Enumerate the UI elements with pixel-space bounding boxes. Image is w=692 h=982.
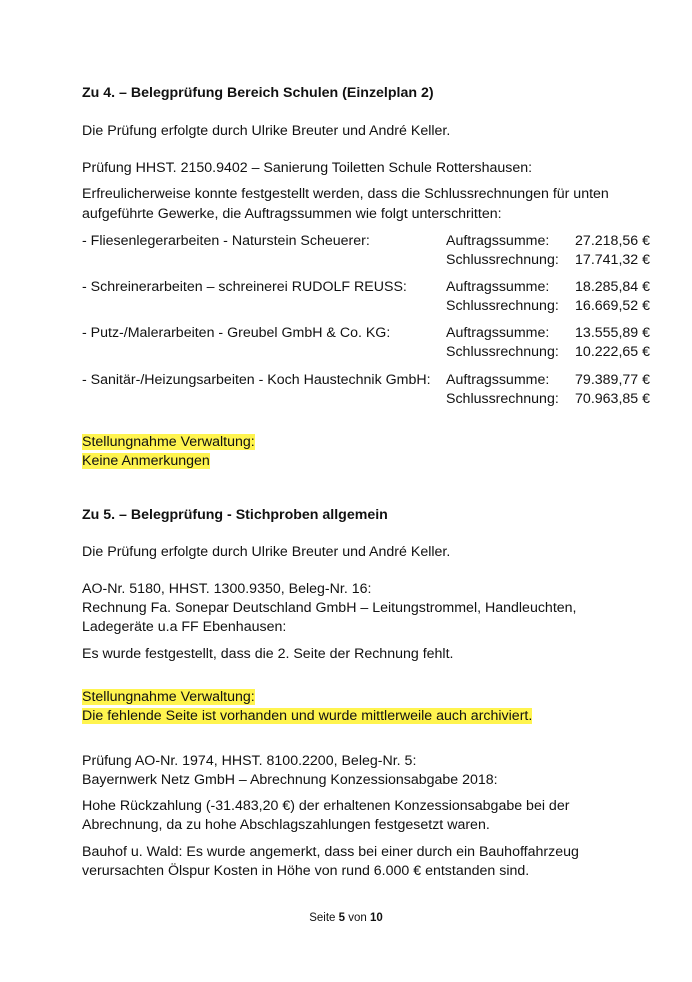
section4-intro-line1: Erfreulicherweise konnte festgestellt werden, dass die Schlussrechnungen für unten bbox=[82, 186, 609, 202]
trade-final-value: 16.669,52 € bbox=[575, 298, 650, 314]
section4-statement-title: Stellungnahme Verwaltung: bbox=[82, 434, 255, 450]
section5-heading: Zu 5. – Belegprüfung - Stichproben allgemein bbox=[82, 507, 388, 523]
trade-order-label: Auftragssumme: bbox=[446, 233, 550, 249]
section5-statement-text: Die fehlende Seite ist vorhanden und wurde mittlerweile auch archiviert. bbox=[82, 708, 533, 724]
trade-order-label: Auftragssumme: bbox=[446, 325, 550, 341]
section5-statement-title: Stellungnahme Verwaltung: bbox=[82, 689, 255, 705]
section4-item: Prüfung HHST. 2150.9402 – Sanierung Toiletten Schule Rottershausen: bbox=[82, 160, 533, 176]
trade-name: - Schreinerarbeiten – schreinerei RUDOLF REUSS: bbox=[82, 279, 407, 295]
footer-current-page: 5 bbox=[338, 912, 346, 924]
section5-examiners: Die Prüfung erfolgte durch Ulrike Breuter und André Keller. bbox=[82, 544, 451, 560]
section5-item2-finding-line1: Hohe Rückzahlung (-31.483,20 €) der erhaltenen Konzessionsabgabe bei der bbox=[82, 798, 570, 814]
trade-final-label: Schlussrechnung: bbox=[446, 391, 559, 407]
trade-name: - Putz-/Malerarbeiten - Greubel GmbH & Co. KG: bbox=[82, 325, 391, 341]
section5-item1-finding: Es wurde festgestellt, dass die 2. Seite der Rechnung fehlt. bbox=[82, 646, 454, 662]
trade-final-value: 10.222,65 € bbox=[575, 344, 650, 360]
trade-order-label: Auftragssumme: bbox=[446, 279, 550, 295]
page-footer bbox=[0, 911, 692, 925]
section4-heading: Zu 4. – Belegprüfung Bereich Schulen (Einzelplan 2) bbox=[82, 85, 434, 101]
section5-item3-line1: Bauhof u. Wald: Es wurde angemerkt, dass bei einer durch ein Bauhoffahrzeug bbox=[82, 844, 579, 860]
section4-intro-line2: aufgeführte Gewerke, die Auftragssummen wie folgt unterschritten: bbox=[82, 206, 502, 222]
section5-statement-title-line bbox=[82, 688, 255, 706]
trade-order-value: 18.285,84 € bbox=[575, 279, 650, 295]
trade-final-label: Schlussrechnung: bbox=[446, 252, 559, 268]
trade-final-value: 70.963,85 € bbox=[575, 391, 650, 407]
section4-statement-text: Keine Anmerkungen bbox=[82, 453, 210, 469]
section4-examiners: Die Prüfung erfolgte durch Ulrike Breuter und André Keller. bbox=[82, 123, 451, 139]
section5-item1-line1: AO-Nr. 5180, HHST. 1300.9350, Beleg-Nr. 16: bbox=[82, 581, 372, 597]
trade-order-label: Auftragssumme: bbox=[446, 372, 550, 388]
section5-item3-line2: verursachten Ölspur Kosten in Höhe von rund 6.000 € entstanden sind. bbox=[82, 863, 530, 879]
trade-final-value: 17.741,32 € bbox=[575, 252, 650, 268]
section5-item2-finding-line2: Abrechnung, da zu hohe Abschlagszahlungen festgesetzt waren. bbox=[82, 817, 490, 833]
trade-order-value: 79.389,77 € bbox=[575, 372, 650, 388]
section5-statement-text-line bbox=[82, 707, 532, 725]
section5-item1-line3: Ladegeräte u.a FF Ebenhausen: bbox=[82, 619, 287, 635]
trade-final-label: Schlussrechnung: bbox=[446, 298, 559, 314]
footer-total-pages: 10 bbox=[369, 912, 383, 924]
section5-item2-line1: Prüfung AO-Nr. 1974, HHST. 8100.2200, Beleg-Nr. 5: bbox=[82, 753, 417, 769]
trade-final-label: Schlussrechnung: bbox=[446, 344, 559, 360]
section5-item2-line2: Bayernwerk Netz GmbH – Abrechnung Konzessionsabgabe 2018: bbox=[82, 772, 498, 788]
section4-statement-text-line bbox=[82, 452, 210, 470]
section5-item1-line2: Rechnung Fa. Sonepar Deutschland GmbH – Leitungstrommel, Handleuchten, bbox=[82, 600, 577, 616]
trade-order-value: 27.218,56 € bbox=[575, 233, 650, 249]
trade-order-value: 13.555,89 € bbox=[575, 325, 650, 341]
trade-name: - Fliesenlegerarbeiten - Naturstein Scheuerer: bbox=[82, 233, 370, 249]
section4-statement-title-line bbox=[82, 433, 255, 451]
trade-name: - Sanitär-/Heizungsarbeiten - Koch Haustechnik GmbH: bbox=[82, 372, 431, 388]
footer-middle: von bbox=[348, 912, 367, 924]
footer-prefix: Seite bbox=[309, 912, 336, 924]
